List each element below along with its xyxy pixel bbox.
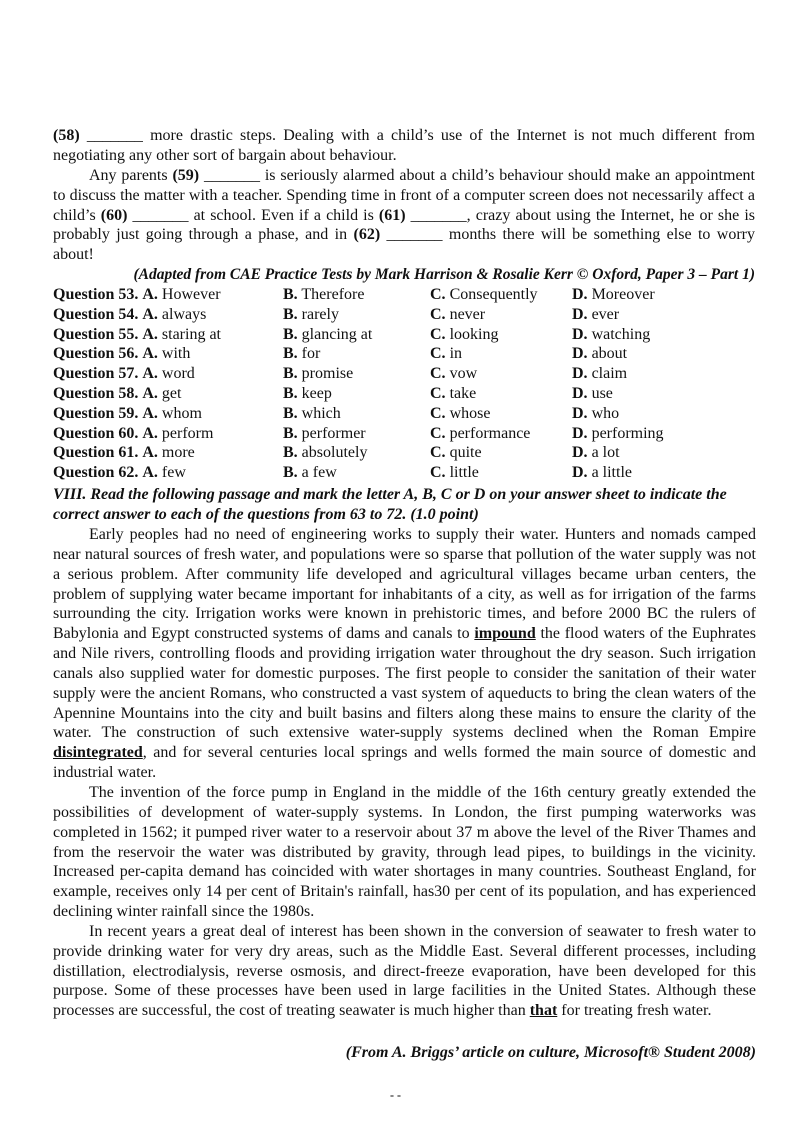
option-c <box>430 424 572 444</box>
question-label: Question 60. <box>53 424 139 442</box>
passage-paragraph-3 <box>53 922 756 1021</box>
blank-number-60: (60) <box>100 206 128 224</box>
option-letter: B. <box>283 305 298 323</box>
option-letter: B. <box>283 325 298 343</box>
option-letter: A. <box>142 286 158 303</box>
option-a <box>53 384 283 404</box>
option-letter: C. <box>430 305 446 323</box>
option-letter: A. <box>142 444 158 462</box>
text-segment: , and for several centuries local springs and wells formed the main source of domestic and industrial water. <box>53 744 756 782</box>
option-letter: B. <box>283 345 298 363</box>
option-letter: C. <box>430 444 446 462</box>
option-letter: D. <box>572 424 588 442</box>
option-letter: B. <box>283 286 298 303</box>
option-c <box>430 443 572 463</box>
option-d <box>572 305 752 325</box>
option-letter: B. <box>283 404 298 422</box>
option-text: about <box>591 345 628 363</box>
option-letter: D. <box>572 345 588 363</box>
section-heading: VIII. Read the following passage and mark the letter A, B, C or D on your answer sheet to indicate the correct answer to each of the questions from 63 to 72. (1.0 point) <box>53 486 727 523</box>
question-row <box>53 325 752 345</box>
option-c <box>430 364 572 384</box>
option-letter: A. <box>142 365 158 383</box>
option-text: However <box>161 286 221 303</box>
option-text: more <box>161 444 195 462</box>
question-label: Question 61. <box>53 444 139 462</box>
option-a <box>53 285 283 305</box>
option-text: whose <box>449 404 491 422</box>
option-d <box>572 463 752 483</box>
option-a <box>53 463 283 483</box>
source-citation-1: (Adapted from CAE Practice Tests by Mark Harrison & Rosalie Kerr © Oxford, Paper 3 – Part 1) <box>133 266 755 283</box>
passage-paragraph-1 <box>53 525 756 783</box>
paragraph-59 <box>53 166 755 265</box>
option-b <box>283 384 430 404</box>
text-segment: the flood waters of the Euphrates and Nile rivers, controlling floods and providing irrigation water throughout the dry season. Such irrigation canals also supplied water for domestic purposes. The first people to consider the sanitation of their water supply were the ancient Romans, who constructed a vast system of aqueducts to bring the clean waters of the Apennine Mountains into the city and built basins and filters along these mains to ensure the clarity of the water. The construction of such extensive water-supply systems declined when the Roman Empire <box>53 625 756 742</box>
reading-passage <box>53 525 756 1021</box>
option-letter: D. <box>572 464 588 482</box>
paragraph-58-text: more drastic steps. Dealing with a child’s use of the Internet is not much different from negotiating any other sort of bargain about behaviour. <box>53 127 755 164</box>
questions-table <box>53 285 752 483</box>
option-d <box>572 443 752 463</box>
text-segment: _______ is seriously alarmed about a child’s behaviour should make an appointment to discuss the matter with a teacher. Spending time in front of a computer screen does not necessarily affect a child’s <box>53 167 755 224</box>
question-row <box>53 285 752 305</box>
blank-58: _______ <box>86 127 143 144</box>
option-text: performer <box>301 424 366 442</box>
option-text: watching <box>591 325 651 343</box>
question-row <box>53 424 752 444</box>
option-a <box>53 364 283 384</box>
text-segment: In recent years a great deal of interest has been shown in the conversion of seawater to fresh water to provide drinking water for very dry areas, such as the Middle East. Several different processes, including distillation, electrodialysis, reverse osmosis, and direct-freeze evaporation, have been developed for this purpose. Some of these processes have been used in large facilities in the United States. Although these processes are successful, the cost of treating seawater is much higher than <box>53 922 756 1020</box>
question-row <box>53 404 752 424</box>
blank-number-61: (61) <box>378 206 406 224</box>
option-letter: A. <box>142 464 158 482</box>
option-c <box>430 325 572 345</box>
option-text: ever <box>591 305 620 323</box>
option-letter: B. <box>283 464 298 482</box>
option-text: vow <box>449 365 478 383</box>
option-letter: B. <box>283 444 298 462</box>
option-c <box>430 344 572 364</box>
option-letter: C. <box>430 384 446 402</box>
option-text: whom <box>161 404 202 422</box>
question-label: Question 59. <box>53 404 139 422</box>
question-row <box>53 344 752 364</box>
option-d <box>572 325 752 345</box>
option-b <box>283 344 430 364</box>
option-d <box>572 424 752 444</box>
option-text: performing <box>591 424 664 442</box>
passage-paragraph-2: The invention of the force pump in England in the middle of the 16th century greatly extended the possibilities of development of water-supply systems. In London, the first pumping waterworks was completed in 1562; it pumped river water to a reservoir about 37 m above the level of the River Thames and from the reservoir the water was distributed by gravity, through lead pipes, to buildings in the vicinity. Increased per-capita demand has coincided with water shortages in many countries. Southeast England, for example, receives only 14 per cent of Britain's rainfall, has30 per cent of its population, and has experienced declining winter rainfall since the 1980s. <box>53 783 756 921</box>
option-d <box>572 384 752 404</box>
option-letter: C. <box>430 365 446 383</box>
option-text: who <box>591 404 620 422</box>
option-b <box>283 463 430 483</box>
option-a <box>53 305 283 325</box>
underlined-word-impound: impound <box>474 625 536 643</box>
option-b <box>283 404 430 424</box>
option-text: a few <box>301 464 337 482</box>
question-row <box>53 463 752 483</box>
option-text: quite <box>449 444 482 462</box>
option-letter: D. <box>572 404 588 422</box>
underlined-word-disintegrated: disintegrated <box>53 744 143 762</box>
option-text: absolutely <box>301 444 368 462</box>
option-text: with <box>161 345 191 363</box>
option-a <box>53 344 283 364</box>
option-text: perform <box>161 424 214 442</box>
option-letter: D. <box>572 444 588 462</box>
option-letter: A. <box>142 305 158 323</box>
option-letter: C. <box>430 404 446 422</box>
question-row <box>53 305 752 325</box>
option-text: performance <box>449 424 531 442</box>
source-citation-2: (From A. Briggs’ article on culture, Microsoft® Student 2008) <box>345 1044 756 1061</box>
option-d <box>572 285 752 305</box>
option-a <box>53 424 283 444</box>
option-b <box>283 285 430 305</box>
option-text: Moreover <box>591 286 655 303</box>
option-letter: C. <box>430 325 446 343</box>
option-letter: A. <box>142 345 158 363</box>
question-label: Question 58. <box>53 384 139 402</box>
option-c <box>430 463 572 483</box>
option-a <box>53 443 283 463</box>
option-text: a lot <box>591 444 620 462</box>
option-text: rarely <box>301 305 339 323</box>
option-d <box>572 404 752 424</box>
option-text: few <box>161 464 186 482</box>
option-text: get <box>161 384 182 402</box>
option-letter: B. <box>283 424 298 442</box>
option-text: keep <box>301 384 332 402</box>
option-text: Therefore <box>301 286 365 303</box>
option-text: take <box>449 384 477 402</box>
page-number: - - <box>390 1088 401 1102</box>
option-text: never <box>449 305 486 323</box>
option-letter: D. <box>572 286 588 303</box>
question-label: Question 53. <box>53 286 139 303</box>
option-letter: B. <box>283 365 298 383</box>
option-letter: D. <box>572 384 588 402</box>
option-b <box>283 364 430 384</box>
text-segment: Early peoples had no need of engineering works to supply their water. Hunters and nomads camped near natural sources of fresh water, and populations were so sparse that pollution of the water supply was not a serious problem. After community life developed and agricultural villages became urban centers, the problem of supplying water became important for inhabitants of a city, as well as for irrigation of the farms surrounding the city. Irrigation works were known in prehistoric times, and before 2000 BC the rulers of Babylonia and Egypt constructed systems of dams and canals to <box>53 526 756 643</box>
option-text: which <box>301 404 341 422</box>
option-text: little <box>449 464 479 482</box>
question-row <box>53 443 752 463</box>
text-segment: _______ at school. Even if a child is <box>127 206 379 224</box>
option-text: use <box>591 384 613 402</box>
blank-number-62: (62) <box>353 226 381 244</box>
option-text: word <box>161 365 195 383</box>
option-c <box>430 384 572 404</box>
option-text: looking <box>449 325 499 343</box>
text-segment: _______, crazy about using the Internet, he or she is probably just going through a phase, and in <box>53 206 756 244</box>
option-text: a little <box>591 464 632 482</box>
question-label: Question 55. <box>53 325 139 343</box>
blank-number-58: (58) <box>53 127 80 144</box>
question-label: Question 56. <box>53 345 139 363</box>
text-segment: Any parents <box>89 167 173 184</box>
option-a <box>53 325 283 345</box>
option-text: promise <box>301 365 354 383</box>
text-segment: _______ months there will be something else to worry about! <box>53 226 756 264</box>
option-c <box>430 305 572 325</box>
option-letter: A. <box>142 404 158 422</box>
option-text: in <box>449 345 463 363</box>
option-letter: A. <box>142 424 158 442</box>
option-letter: C. <box>430 464 446 482</box>
option-letter: C. <box>430 345 446 363</box>
option-c <box>430 285 572 305</box>
option-a <box>53 404 283 424</box>
option-c <box>430 404 572 424</box>
option-letter: B. <box>283 384 298 402</box>
option-b <box>283 443 430 463</box>
text-segment: for treating fresh water. <box>557 1002 712 1020</box>
option-b <box>283 305 430 325</box>
option-text: staring at <box>161 325 221 343</box>
option-letter: C. <box>430 286 446 303</box>
option-text: claim <box>591 365 628 383</box>
option-text: always <box>161 305 207 323</box>
underlined-word-that: that <box>529 1002 558 1020</box>
option-letter: D. <box>572 325 588 343</box>
question-row <box>53 384 752 404</box>
option-text: Consequently <box>449 286 538 303</box>
option-letter: A. <box>142 325 158 343</box>
option-letter: D. <box>572 365 588 383</box>
blank-number-59: (59) <box>172 167 200 184</box>
paragraph-58 <box>53 126 755 166</box>
question-label: Question 54. <box>53 305 139 323</box>
option-b <box>283 325 430 345</box>
option-letter: D. <box>572 305 588 323</box>
question-label: Question 57. <box>53 365 139 383</box>
option-letter: A. <box>142 384 158 402</box>
option-letter: C. <box>430 424 446 442</box>
option-text: for <box>301 345 321 363</box>
question-label: Question 62. <box>53 464 139 482</box>
option-b <box>283 424 430 444</box>
option-d <box>572 364 752 384</box>
option-d <box>572 344 752 364</box>
question-row <box>53 364 752 384</box>
option-text: glancing at <box>301 325 373 343</box>
